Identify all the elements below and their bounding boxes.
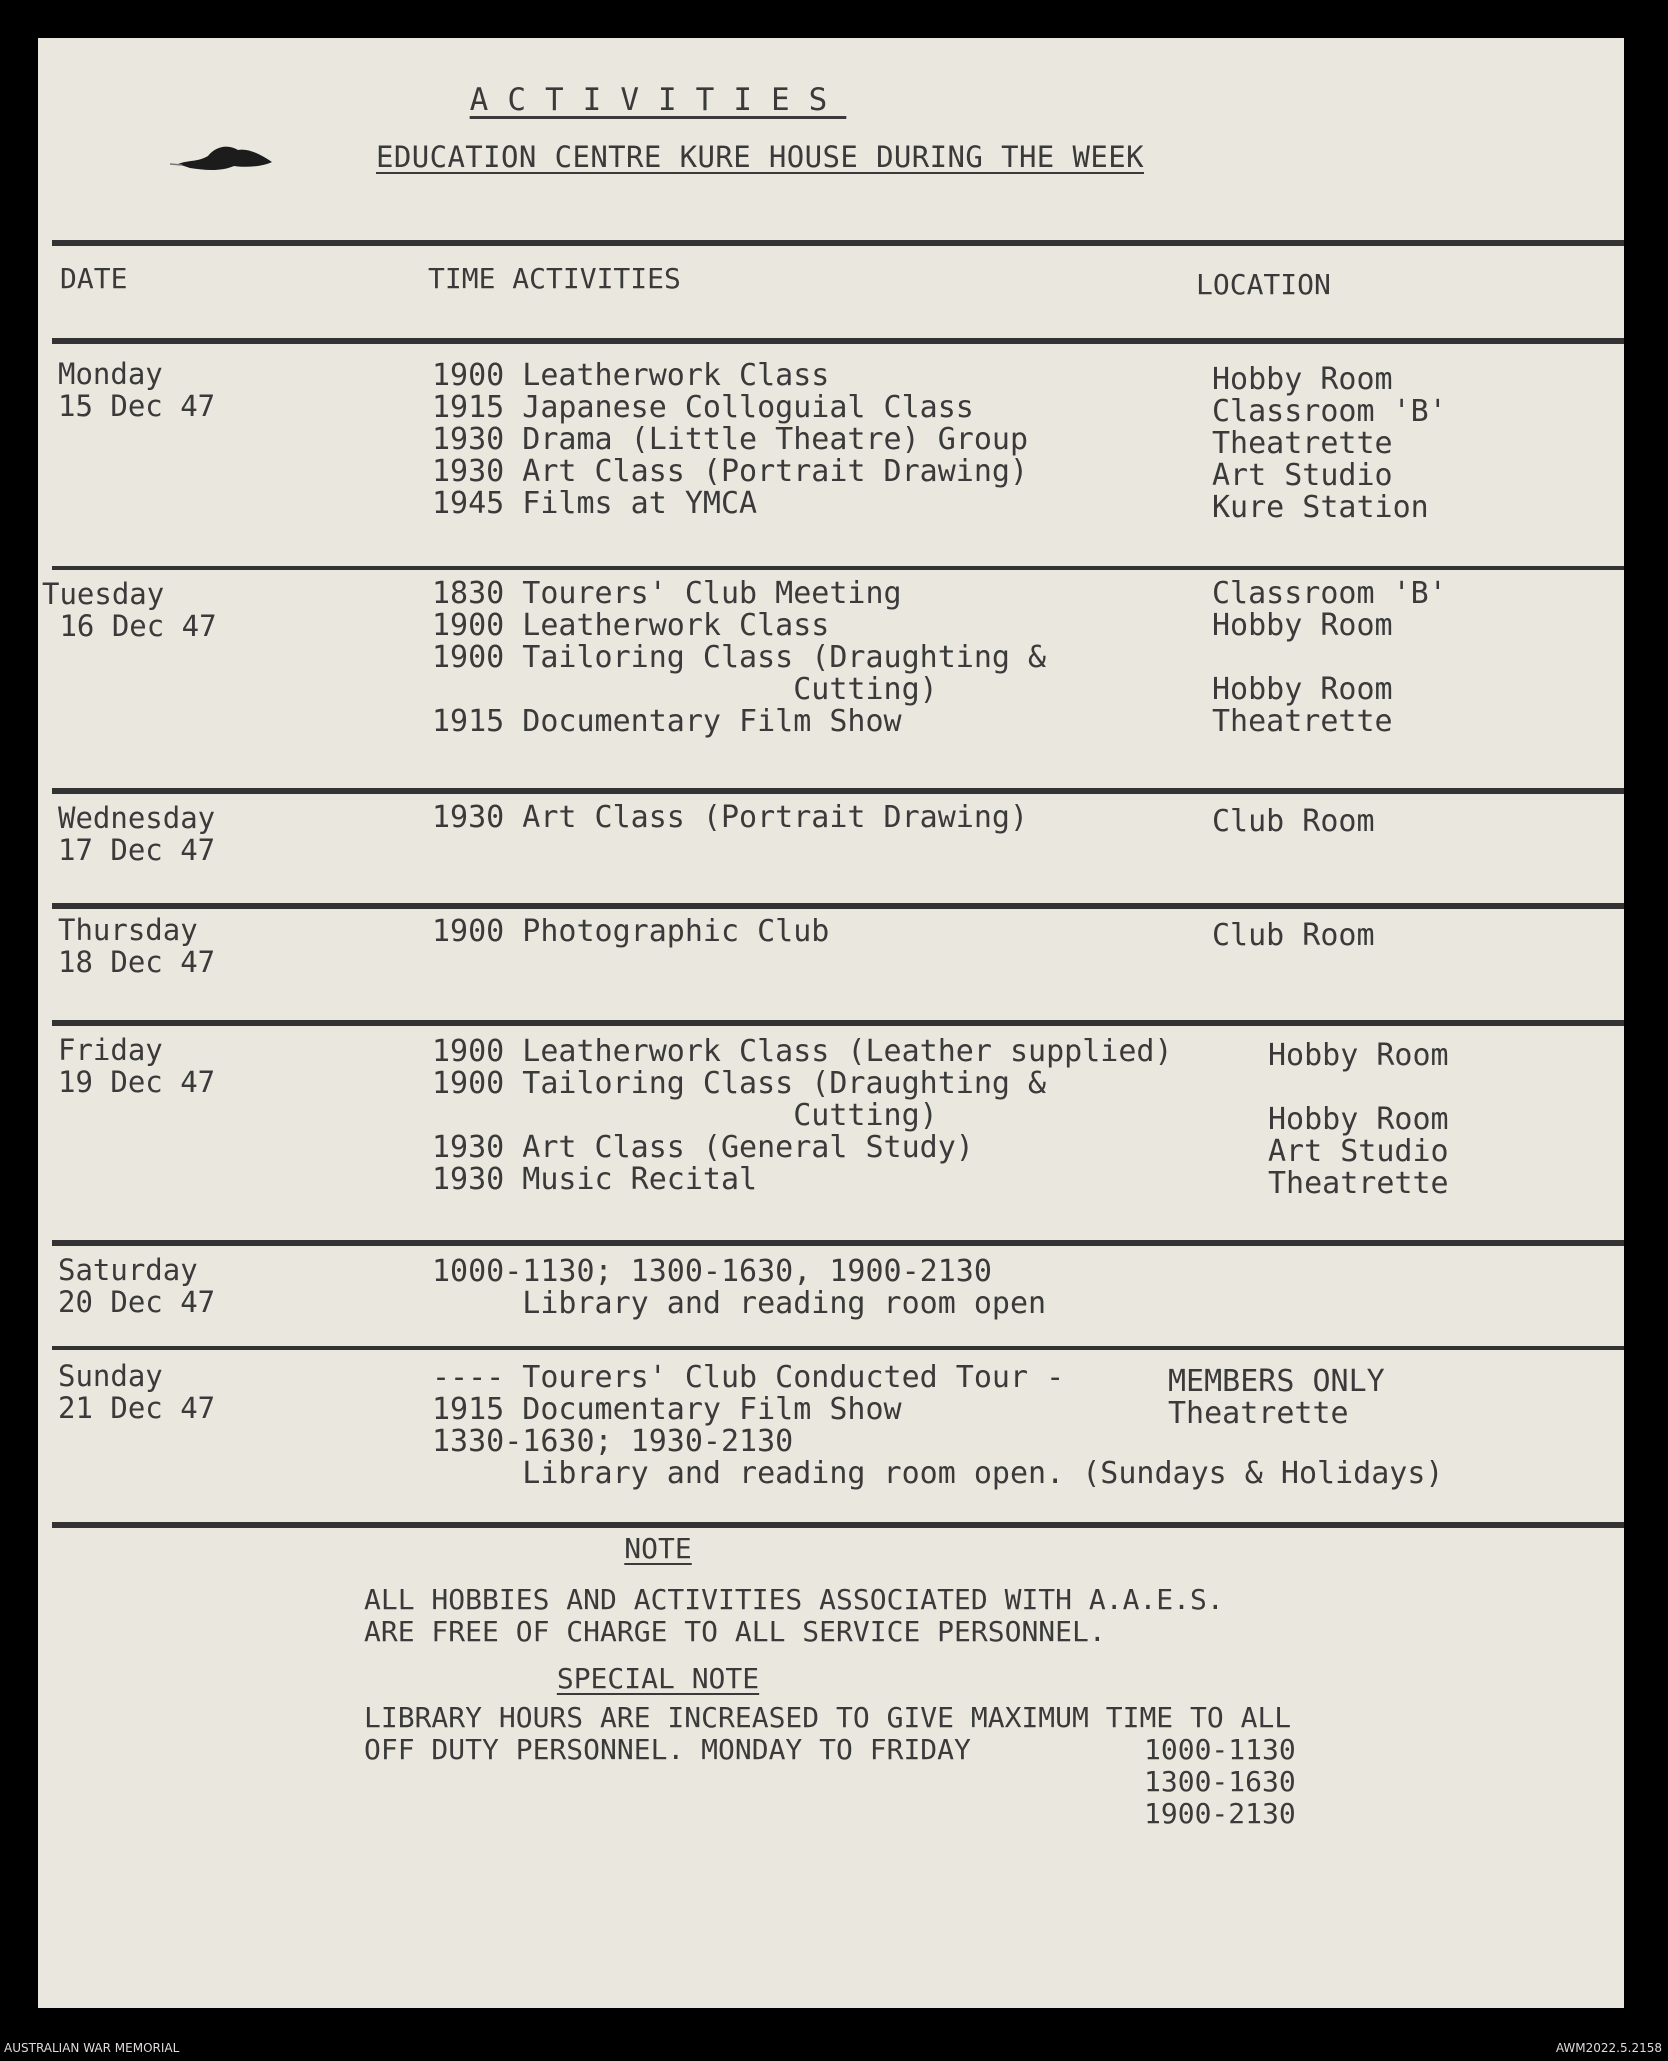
location-cell [1168, 1366, 1385, 1430]
column-header-location: LOCATION [1196, 268, 1331, 301]
location-line: Theatrette [1268, 1166, 1449, 1201]
location-line: Classroom 'B' [1212, 394, 1447, 429]
location-line [1268, 1072, 1449, 1104]
location-line [1212, 642, 1447, 674]
activities-cell [432, 1256, 1046, 1320]
activity-line: 1930 Drama (Little Theatre) Group [432, 422, 1029, 457]
day-cell: Tuesday 16 Dec 47 [42, 577, 217, 643]
activities-cell [432, 802, 1028, 834]
location-line: Art Studio [1212, 458, 1393, 493]
document-title: ACTIVITIES [469, 82, 847, 118]
location-cell [1212, 920, 1375, 952]
location-cell [1212, 578, 1447, 738]
activity-line: 1945 Films at YMCA [432, 486, 758, 521]
activity-line: 1900 Tailoring Class (Draughting & [432, 1066, 1047, 1101]
activity-line: 1915 Documentary Film Show [432, 704, 902, 739]
row-divider [52, 1346, 1624, 1350]
day-cell: Sunday 21 Dec 47 [58, 1359, 216, 1425]
activity-line: 1900 Tailoring Class (Draughting & [432, 640, 1047, 675]
note-text: ALL HOBBIES AND ACTIVITIES ASSOCIATED WITH A.A.E.S. ARE FREE OF CHARGE TO ALL SERVICE PERSONNEL. [364, 1583, 1224, 1648]
table-rule-header [52, 338, 1624, 344]
hours-line: 1000-1130 [1144, 1733, 1296, 1766]
row-divider [52, 1020, 1624, 1026]
footer-source: AUSTRALIAN WAR MEMORIAL [4, 2041, 180, 2055]
row-divider [52, 903, 1624, 909]
location-line: Club Room [1212, 804, 1375, 839]
activity-line: 1900 Photographic Club [432, 914, 830, 949]
footer-reference: AWM2022.5.2158 [1555, 2041, 1662, 2055]
ink-blot-mark [168, 142, 278, 176]
activities-cell [432, 1036, 1173, 1196]
document-subtitle: EDUCATION CENTRE KURE HOUSE DURING THE WEEK [376, 140, 1144, 174]
row-divider [52, 566, 1624, 570]
table-rule-bottom [52, 1522, 1624, 1528]
location-line: Theatrette [1212, 426, 1393, 461]
activity-line: 1830 Tourers' Club Meeting [432, 576, 902, 611]
day-cell: Monday 15 Dec 47 [58, 357, 216, 423]
special-note-text: LIBRARY HOURS ARE INCREASED TO GIVE MAXIMUM TIME TO ALL OFF DUTY PERSONNEL. MONDAY TO FRIDAY [364, 1701, 1292, 1766]
location-line: Hobby Room [1212, 608, 1393, 643]
row-divider [52, 1240, 1624, 1246]
day-cell: Saturday 20 Dec 47 [58, 1253, 216, 1319]
activities-cell [432, 360, 1028, 520]
activity-line: 1900 Leatherwork Class [432, 608, 830, 643]
location-line: Hobby Room [1212, 672, 1393, 707]
note-heading: NOTE [624, 1532, 692, 1565]
day-cell: Friday 19 Dec 47 [58, 1033, 216, 1099]
location-cell [1212, 364, 1447, 524]
document-page [38, 38, 1624, 2008]
activity-line: 1930 Art Class (Portrait Drawing) [432, 454, 1029, 489]
activity-line: Library and reading room open [432, 1286, 1047, 1321]
location-cell [1268, 1040, 1449, 1200]
location-line: Hobby Room [1268, 1102, 1449, 1137]
day-cell: Thursday 18 Dec 47 [58, 913, 216, 979]
activity-line: 1000-1130; 1300-1630, 1900-2130 [432, 1254, 992, 1289]
location-line: Theatrette [1212, 704, 1393, 739]
location-line: Hobby Room [1268, 1038, 1449, 1073]
activity-line: Cutting) [432, 672, 938, 707]
activity-line: Cutting) [432, 1098, 938, 1133]
hours-line: 1300-1630 [1144, 1765, 1296, 1798]
location-line: Club Room [1212, 918, 1375, 953]
location-line: Art Studio [1268, 1134, 1449, 1169]
table-rule-top [52, 240, 1624, 246]
location-line: Hobby Room [1212, 362, 1393, 397]
activity-line: ---- Tourers' Club Conducted Tour - [432, 1360, 1065, 1395]
activity-line: 1930 Music Recital [432, 1162, 758, 1197]
location-line: Classroom 'B' [1212, 576, 1447, 611]
activity-line: 1900 Leatherwork Class [432, 358, 830, 393]
activities-cell [432, 578, 1046, 738]
activity-line: 1900 Leatherwork Class (Leather supplied) [432, 1034, 1173, 1069]
day-cell: Wednesday 17 Dec 47 [58, 801, 216, 867]
activity-line: 1930 Art Class (General Study) [432, 1130, 974, 1165]
activity-line: 1330-1630; 1930-2130 [432, 1424, 794, 1459]
library-hours-list [1144, 1734, 1296, 1830]
row-divider [52, 788, 1624, 794]
activity-line: 1930 Art Class (Portrait Drawing) [432, 800, 1029, 835]
activities-cell [432, 916, 829, 948]
location-line: MEMBERS ONLY [1168, 1364, 1385, 1399]
activity-line: 1915 Documentary Film Show [432, 1392, 902, 1427]
activity-line: Library and reading room open. (Sundays & Holidays) [432, 1456, 1444, 1491]
location-cell [1212, 806, 1375, 838]
location-line: Kure Station [1212, 490, 1429, 525]
hours-line: 1900-2130 [1144, 1797, 1296, 1830]
column-header-date: DATE [60, 262, 128, 295]
activity-line: 1915 Japanese Colloguial Class [432, 390, 974, 425]
column-header-time-activities: TIME ACTIVITIES [428, 262, 681, 295]
location-line: Theatrette [1168, 1396, 1349, 1431]
special-note-heading: SPECIAL NOTE [556, 1662, 760, 1695]
